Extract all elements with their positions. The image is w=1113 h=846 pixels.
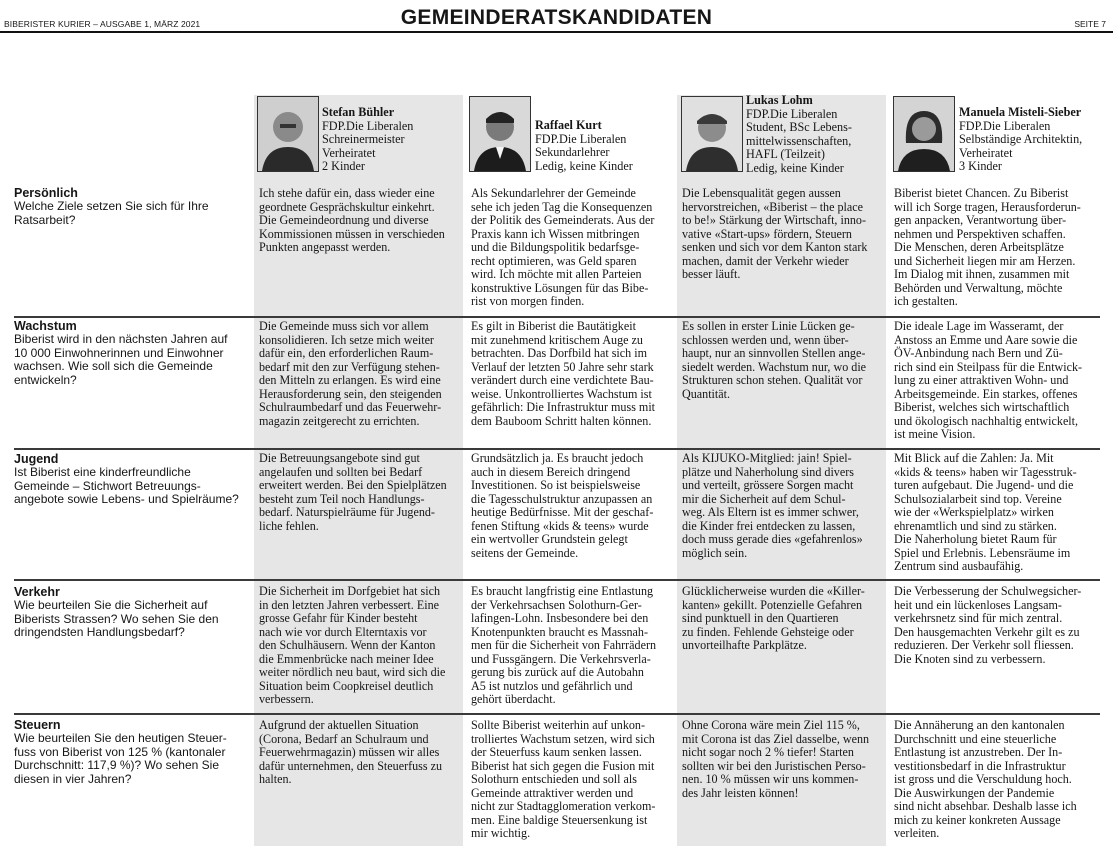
- answer-cell: Die Verbesserung der Schulwegsicher- heit und ein lückenloses Langsam- verkehrsnetz sind für mich zentral. Den hausgemachten Verkehr gilt es zu reduzieren. Der Verkehr soll fliessen. Die Knoten sind zu verbessern.: [894, 584, 1082, 666]
- answer-cell: Sollte Biberist weiterhin auf unkon- trolliertes Wachstum setzen, wird sich der Steuerfuss kaum senken lassen. Biberist hat sich gegen die Fusion mit Solothurn entschieden und soll als Gemeinde attraktiver werden und nicht zur Stadtagglomeration verkom- men. Eine baldige Steuersenkung ist mir wichtig.: [471, 718, 656, 841]
- candidate-name: Manuela Misteli-Sieber: [959, 105, 1082, 119]
- row-question: Wie beurteilen Sie den heutigen Steuer-fuss von Biberist von 125 % (kantonaler Durchschnitt: 117,9 %)? Wo sehen Sie diesen in vier Jahren?: [14, 731, 227, 787]
- answer-cell: Die ideale Lage im Wasseramt, der Anstoss an Emme und Aare sowie die ÖV-Anbindung nach Bern und Zü- rich sind ein Steilpass für die Entwick- lung zu einer attraktiven Wohn- und Arbeitsgemeinde. Ein starkes, offenes Biberist, welches sich wirtschaftlich und ökologisch nachhaltig entwickelt, ist meine Vision.: [894, 319, 1083, 442]
- portrait-photo: [893, 96, 955, 172]
- candidate-info: FDP.Die Liberalen Schreinermeister Verheiratet 2 Kinder: [322, 118, 414, 174]
- candidate-info: FDP.Die Liberalen Sekundarlehrer Ledig, keine Kinder: [535, 131, 633, 173]
- row-question: Welche Ziele setzen Sie sich für Ihre Ratsarbeit?: [14, 199, 209, 227]
- page-number: SEITE 7: [1074, 19, 1106, 29]
- answer-cell: Die Gemeinde muss sich vor allem konsolidieren. Ich setze mich weiter dafür ein, den erforderlichen Raum- bedarf mit den zur Verfügung stehen- den Mitteln zu erlangen. Es wird eine Herausforderung sein, den steigenden Schulraumbedarf und das Feuerwehr- magazin zeitgerecht zu errichten.: [259, 319, 442, 428]
- answer-cell: Grundsätzlich ja. Es braucht jedoch auch in diesem Bereich dringend Investitionen. So ist beispielsweise die Tagesschulstruktur anzupassen an heutige Bedürfnisse. Mit der geschaf- fenen Stiftung «kids & teens» wurde ein wertvoller Grundstein gelegt seitens der Gemeinde.: [471, 451, 654, 560]
- row-divider: [14, 448, 1100, 450]
- candidate-name: Lukas Lohm: [746, 93, 813, 107]
- portrait-photo: [257, 96, 319, 172]
- answer-cell: Die Betreuungsangebote sind gut angelaufen und sollten bei Bedarf erweitert werden. Bei den Spielplätzen besteht zum Teil noch Handlungs- bedarf. Naturspielräume für Jugend- liche fehlen.: [259, 451, 447, 533]
- answer-cell: Es sollen in erster Linie Lücken ge- schlossen werden und, wenn über- haupt, nur an sinnvollen Stellen ange- siedelt werden. Wachstum nur, wo die Strukturen schon stehen. Qualität vor Quantität.: [682, 319, 867, 401]
- row-question: Wie beurteilen Sie die Sicherheit auf Biberists Strassen? Wo sehen Sie den dringendsten Handlungsbedarf?: [14, 598, 219, 640]
- portrait-photo: [469, 96, 531, 172]
- answer-cell: Die Sicherheit im Dorfgebiet hat sich in den letzten Jahren verbessert. Eine grosse Gefahr für Kinder besteht nach wie vor durch Elterntaxis vor den Schulhäusern. Wenn der Kanton die Emmenbrücke nach meiner Idee weiter nördlich neu baut, wird sich die Situation beim Coopkreisel deutlich verbessern.: [259, 584, 446, 707]
- publication-label: BIBERISTER KURIER – AUSGABE 1, MÄRZ 2021: [4, 19, 201, 29]
- answer-cell: Mit Blick auf die Zahlen: Ja. Mit «kids & teens» haben wir Tagesstruk- turen aufgebaut. Die Jugend- und die Schulsozialarbeit sind top. Vereine wie der «Werkspielplatz» wirken ehrenamtlich und sind zu stärken. Die Naherholung bietet Raum für Spiel und Erlebnis. Lebensräume im Zentrum sind ausbaufähig.: [894, 451, 1077, 574]
- candidate-name: Raffael Kurt: [535, 118, 602, 132]
- answer-cell: Glücklicherweise wurden die «Killer- kanten» gekillt. Potenzielle Gefahren sind punktuell in den Quartieren zu finden. Fehlende Gehsteige oder unvorteilhafte Parkplätze.: [682, 584, 865, 653]
- answer-cell: Aufgrund der aktuellen Situation (Corona, Bedarf an Schulraum und Feuerwehrmagazin) müssen wir alles dafür unternehmen, den Steuerfuss zu halten.: [259, 718, 443, 787]
- answer-cell: Ohne Corona wäre mein Ziel 115 %, mit Corona ist das Ziel dasselbe, wenn nicht sogar noch 2 % tiefer! Starten sollten wir bei den Juristischen Perso- nen. 10 % müssen wir uns kommen- des Jahr leisten können!: [682, 718, 870, 800]
- row-title: Steuern: [14, 718, 61, 732]
- page-title: GEMEINDERATSKANDIDATEN: [400, 6, 713, 29]
- row-question: Ist Biberist eine kinderfreundliche Gemeinde – Stichwort Betreuungs-angebote sowie Lebens- und Spielräume?: [14, 465, 239, 507]
- answer-cell: Die Lebensqualität gegen aussen hervorstreichen, «Biberist – the place to be!» Stärkung der Wirtschaft, inno- vative «Start-ups» fördern, Steuern senken und sich vor dem Kanton stark machen, damit der Verkehr wieder besser läuft.: [682, 186, 868, 282]
- answer-cell: Es braucht langfristig eine Entlastung der Verkehrsachsen Solothurn-Ger- lafingen-Lohn. Insbesondere bei den Knotenpunkten braucht es Massnah- men für die Sicherheit von Fahrrädern und Fussgängern. Die Verkehrsverla- gerung bis zurück auf die Autobahn A5 ist nutzlos und gefährlich und gehört überdacht.: [471, 584, 657, 707]
- row-title: Persönlich: [14, 186, 78, 200]
- portrait-photo: [681, 96, 743, 172]
- row-divider: [14, 579, 1100, 581]
- candidate-info: FDP.Die Liberalen Student, BSc Lebens- mittelwissenschaften, HAFL (Teilzeit) Ledig, keine Kinder: [746, 106, 852, 175]
- row-title: Jugend: [14, 452, 59, 466]
- answer-cell: Als Sekundarlehrer der Gemeinde sehe ich jeden Tag die Konsequenzen der Politik des Gemeinderats. Aus der Praxis kann ich Wissen mitbringen und die Bildungspolitik bedarfsge- recht optimieren, was Geld sparen wird. Ich möchte mit allen Parteien konstruktive Lösungen für das Bibe- rist von morgen finden.: [471, 186, 655, 309]
- answer-cell: Die Annäherung an den kantonalen Durchschnitt und eine steuerliche Entlastung ist anzustreben. Der In- vestitionsbedarf in die Infrastruktur ist gross und die Verschuldung hoch. Die Auswirkungen der Pandemie sind nicht absehbar. Deshalb lasse ich mich zu keiner konkreten Aussage verleiten.: [894, 718, 1077, 841]
- answer-cell: Als KIJUKO-Mitglied: jain! Spiel- plätze und Naherholung sind divers und verteilt, grössere Sorgen macht mir die Sicherheit auf dem Schul- weg. Als Eltern ist es immer schwer, die Kinder frei entdecken zu lassen, doch muss gerade dies «gefahrenlos» möglich sein.: [682, 451, 863, 560]
- answer-cell: Ich stehe dafür ein, dass wieder eine geordnete Gesprächskultur einkehrt. Die Gemeindeordnung und diverse Kommissionen müssen in verschieden Punkten angepasst werden.: [259, 186, 445, 255]
- row-divider: [14, 713, 1100, 715]
- candidate-info: FDP.Die Liberalen Selbständige Architektin, Verheiratet 3 Kinder: [959, 118, 1083, 174]
- row-title: Wachstum: [14, 319, 77, 333]
- page-header: [0, 0, 1113, 33]
- answer-cell: Es gilt in Biberist die Bautätigkeit mit zunehmend kritischem Auge zu betrachten. Das Dorfbild hat sich im Verlauf der letzten 50 Jahre sehr stark verändert durch eine verdichtete Bau- weise. Unkontrolliertes Wachstum ist gefährlich: Die Infrastruktur muss mit dem Bauboom Schritt halten können.: [471, 319, 656, 428]
- answer-cell: Biberist bietet Chancen. Zu Biberist will ich Sorge tragen, Herausforderun- gen anpacken, Verantwortung über- nehmen und Perspektiven schaffen. Die Menschen, deren Arbeitsplätze und Sicherheit liegen mir am Herzen. Im Dialog mit ihnen, zusammen mit Behörden und Verwaltung, möchte ich gestalten.: [894, 186, 1081, 309]
- row-question: Biberist wird in den nächsten Jahren auf 10 000 Einwohnerinnen und Einwohner wachsen. Wie soll sich die Gemeinde entwickeln?: [14, 332, 228, 388]
- row-title: Verkehr: [14, 585, 60, 599]
- candidate-name: Stefan Bühler: [322, 105, 395, 119]
- row-divider: [14, 316, 1100, 318]
- header-rule: [0, 31, 1113, 33]
